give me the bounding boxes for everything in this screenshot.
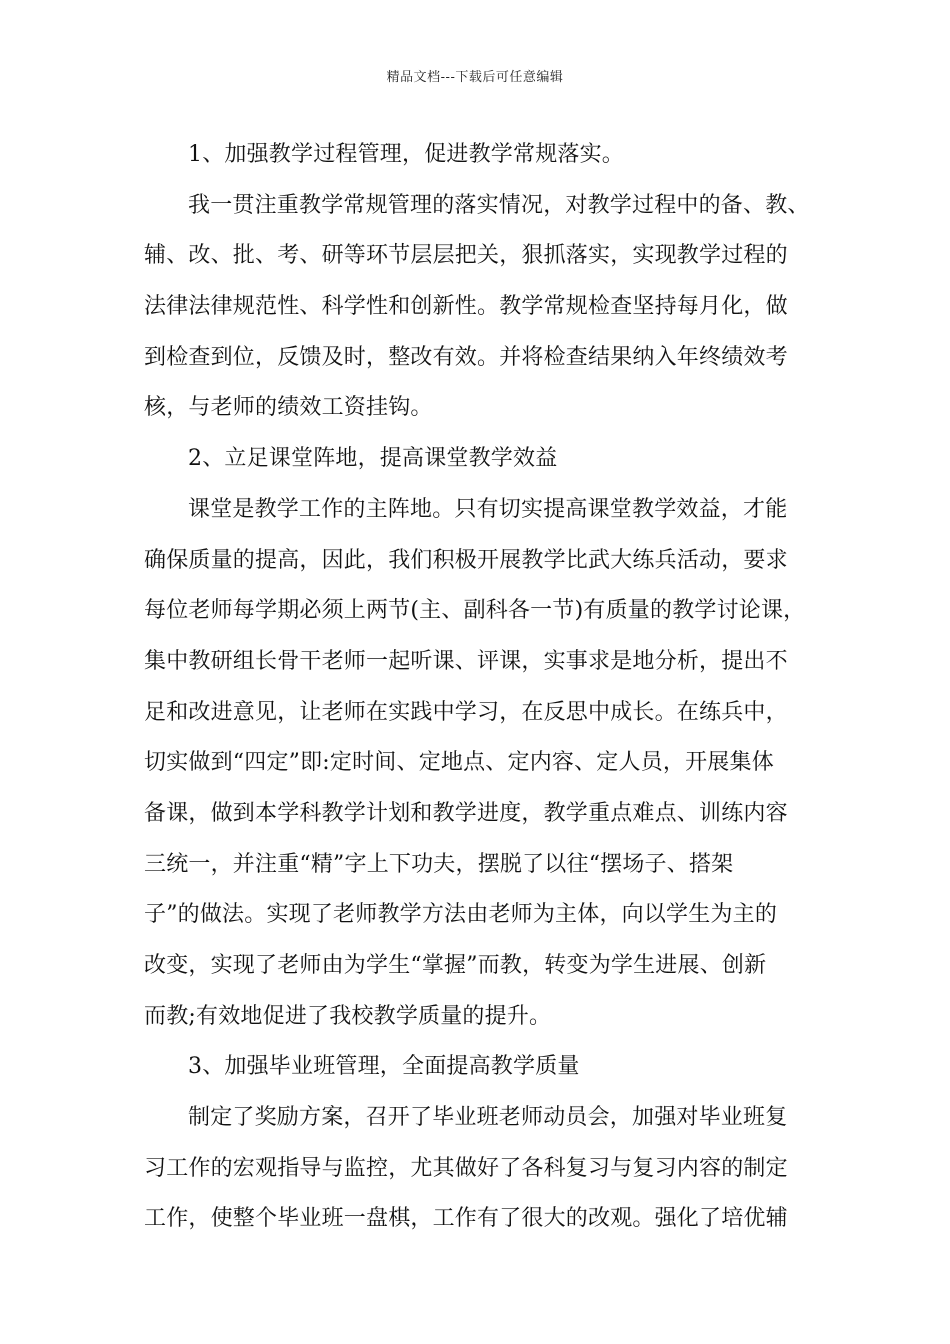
text-line: 辅、改、批、考、研等环节层层把关，狠抓落实，实现教学过程的 bbox=[144, 243, 788, 269]
text-line: 集中教研组长骨干老师一起听课、评课，实事求是地分析，提出不 bbox=[144, 648, 788, 674]
text-line: 而教;有效地促进了我校教学质量的提升。 bbox=[144, 1003, 552, 1029]
text-line: 三统一，并注重“精”字上下功夫，摆脱了以往“摆场子、搭架 bbox=[144, 851, 734, 877]
text-line: 每位老师每学期必须上两节(主、副科各一节)有质量的教学讨论课， bbox=[144, 598, 806, 624]
text-line: 确保质量的提高，因此，我们积极开展教学比武大练兵活动，要求 bbox=[144, 547, 788, 573]
text-line: 我一贯注重教学常规管理的落实情况，对教学过程中的备、教、 bbox=[188, 192, 810, 218]
text-line: 工作，使整个毕业班一盘棋，工作有了很大的改观。强化了培优辅 bbox=[144, 1206, 788, 1232]
text-line: 法律法律规范性、科学性和创新性。教学常规检查坚持每月化，做 bbox=[144, 294, 788, 320]
text-line: 改变，实现了老师由为学生“掌握”而教，转变为学生进展、创新 bbox=[144, 953, 767, 978]
document-body bbox=[144, 130, 824, 1245]
text-line: 足和改进意见，让老师在实践中学习，在反思中成长。在练兵中， bbox=[144, 699, 788, 725]
page-header: 精品文档---下载后可任意编辑 bbox=[386, 70, 564, 85]
text-line: 切实做到“四定”即:定时间、定地点、定内容、定人员，开展集体 bbox=[144, 750, 774, 776]
text-line: 核，与老师的绩效工资挂钩。 bbox=[144, 395, 433, 421]
text-line: 3、加强毕业班管理，全面提高教学质量 bbox=[188, 1054, 580, 1080]
text-line: 子”的做法。实现了老师教学方法由老师为主体，向以学生为主的 bbox=[144, 902, 778, 928]
text-line: 到检查到位，反馈及时，整改有效。并将检查结果纳入年终绩效考 bbox=[144, 344, 788, 370]
text-line: 课堂是教学工作的主阵地。只有切实提高课堂教学效益，才能 bbox=[188, 496, 788, 522]
text-line: 制定了奖励方案，召开了毕业班老师动员会，加强对毕业班复 bbox=[188, 1105, 788, 1131]
text-line: 备课，做到本学科教学计划和教学进度，教学重点难点、训练内容 bbox=[144, 800, 788, 826]
text-line: 2、立足课堂阵地，提高课堂教学效益 bbox=[188, 446, 558, 472]
text-line: 习工作的宏观指导与监控，尤其做好了各科复习与复习内容的制定 bbox=[144, 1155, 788, 1181]
text-line: 1、加强教学过程管理，促进教学常规落实。 bbox=[188, 142, 624, 167]
